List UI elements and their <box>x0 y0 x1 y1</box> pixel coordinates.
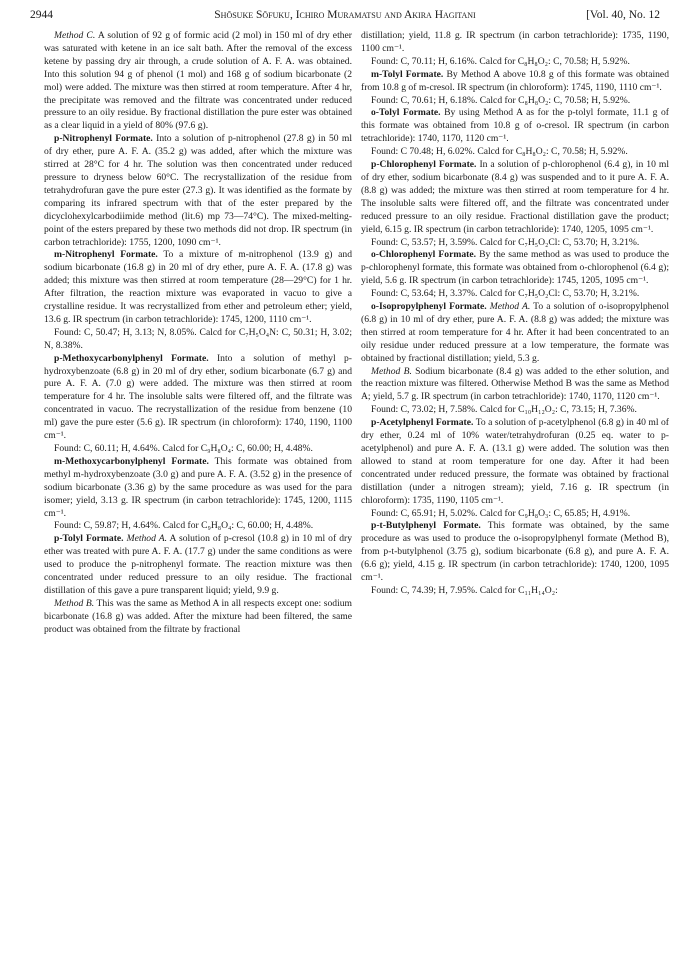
analysis-paragraph <box>361 237 669 250</box>
right-column <box>361 30 669 962</box>
analysis-paragraph <box>361 288 669 301</box>
page-header <box>30 4 660 26</box>
paragraph-text: Found: C, 53.64; H, 3.37%. Calcd for C₇H₅O₂Cl: C, 53.70; H, 3.21%. <box>371 288 640 300</box>
paragraph-text: Found: C, 59.87; H, 4.64%. Calcd for C₉H₈O₄: C, 60.00; H, 4.48%. <box>54 520 314 532</box>
paragraph-text: Into a solution of p-nitrophenol (27.8 g) in 50 ml of dry ether, pure A. F. A. (35.2 g) was added, after which the mixture was stirred at 28°C for 4 hr. The solution was then concentrated under reduced pressure to dryness below 60°C. The recrystallization of the residue from tetrahydrofuran gave the pure ester (27.3 g). It was identified as the formate by comparing its infrared spectrum with that of the ester prepared by the dicyclohexylcarbodiimide method (lit.6) mp 73—74°C). The mixed-melting-point of the esters prepared by these two methods did not drop. IR spectrum (in carbon tetrachloride): 1755, 1200, 1090 cm⁻¹. <box>44 133 352 248</box>
compound-heading: o-Isopropylphenyl Formate. <box>371 301 487 313</box>
compound-heading: p-Acetylphenyl Formate. <box>371 417 474 429</box>
compound-heading: p-Methoxycarbonylphenyl Formate. <box>54 352 209 364</box>
analysis-paragraph <box>361 95 669 108</box>
compound-heading: o-Tolyl Formate. <box>371 107 441 119</box>
paragraph-text: This was the same as Method A in all respects except one: sodium bicarbonate (16.8 g) was added. After the mixture had been filtered, the same product was obtained from the filtrate by fractional <box>44 597 352 635</box>
compound-heading: p-Nitrophenyl Formate. <box>54 133 153 145</box>
paragraph-text: Sodium bicarbonate (8.4 g) was added to the ether solution, and the reaction mixture was filtered. Otherwise Method B was the same as Method A; yield, 5.7 g. IR spectrum (in carbon tetrachloride): 1740, 1170, 1120 cm⁻¹. <box>361 365 669 403</box>
compound-heading: p-Chlorophenyl Formate. <box>371 159 477 171</box>
analysis-paragraph <box>361 146 669 159</box>
compound-paragraph <box>44 133 352 249</box>
paragraph-text: Found: C 70.48; H, 6.02%. Calcd for C₈H₈O₂: C, 70.58; H, 5.92%. <box>371 146 628 158</box>
compound-paragraph <box>361 301 669 366</box>
method-label: Method B. <box>371 365 412 377</box>
paragraph-text: This formate was obtained, by the same procedure as was used to produce the o-isopropylphenyl formate (Method B), from p-t-butylphenol (3.75 g), sodium bicarbonate (6.8 g), and pure A. F. A. (6.6 g); yield, 4.15 g. IR spectrum (in carbon tetrachloride): 1740, 1200, 1095 cm⁻¹. <box>361 520 669 584</box>
analysis-paragraph <box>361 404 669 417</box>
text-paragraph <box>361 366 669 405</box>
paragraph-text: Found: C, 73.02; H, 7.58%. Calcd for C₁₀H₁₂O₂: C, 73.15; H, 7.36%. <box>371 404 637 416</box>
compound-paragraph <box>44 353 352 443</box>
compound-heading: m-Methoxycarbonylphenyl Formate. <box>54 455 209 467</box>
paragraph-text: Found: C, 70.11; H, 6.16%. Calcd for C₈H₈O₂: C, 70.58; H, 5.92%. <box>371 55 630 67</box>
running-title: Shōsuke Sōfuku, Ichiro Muramatsu and Akira Hagitani <box>214 9 476 21</box>
paragraph-text: Found: C, 53.57; H, 3.59%. Calcd for C₇H₅O₂Cl: C, 53.70; H, 3.21%. <box>371 236 640 248</box>
compound-heading: p-Tolyl Formate. <box>54 533 124 545</box>
analysis-paragraph <box>361 56 669 69</box>
paragraph-text: Found: C, 60.11; H, 4.64%. Calcd for C₉H₈O₄: C, 60.00; H, 4.48%. <box>54 443 313 454</box>
analysis-paragraph <box>44 520 352 533</box>
paragraph-text: To a solution of o-isopropylphenol (6.8 g) in 10 ml of dry ether, pure A. F. A. (8.8 g) was added; the mixture was then stirred at room temperature for 4 hr. After it had been concentrated to an oily residue under reduced pressure at a low temperature, the formate was obtained by fractional distillation; yield, 5.3 g. <box>361 301 669 364</box>
analysis-paragraph <box>44 327 352 353</box>
paragraph-text: Into a solution of methyl p-hydroxybenzoate (6.8 g) in 20 ml of dry ether, sodium bicarbonate (6.7 g) and pure A. F. A. (7.0 g) were added. The mixture was then stirred at room temperature for 4 hr. The insoluble salts were filtered off, and the filtrate was concentrated in vacuo. The recrystallization of the residue from benzene (10 ml) gave the pure ester (5.6 g). IR spectrum (in chloroform): 1740, 1190, 1100 cm⁻¹. <box>44 352 352 442</box>
paragraph-text: A solution of p-cresol (10.8 g) in 10 ml of dry ether was treated with pure A. F. A. (17.7 g) under the same conditions as were used to produce the p-nitrophenyl formate. The reaction mixture was then concentrated under reduced pressure to an oily residue. The fractional distillation of this gave a pure transparent liquid; yield, 9.9 g. <box>44 533 352 596</box>
left-column <box>44 30 352 962</box>
text-paragraph <box>44 598 352 637</box>
compound-paragraph <box>361 417 669 507</box>
compound-paragraph <box>361 69 669 95</box>
compound-paragraph <box>44 249 352 326</box>
text-paragraph <box>361 30 669 56</box>
compound-paragraph <box>361 249 669 288</box>
method-label: Method A. <box>489 301 531 313</box>
paragraph-text: A solution of 92 g of formic acid (2 mol) in 150 ml of dry ether was saturated with ketene in an ice salt bath. After the removal of the excess ketene by passing dry air through, a crude solution of A. F. A. was obtained. Into this solution 94 g of phenol (1 mol) and 168 g of sodium bicarbonate (2 mol) were added. The mixture was then stirred at room temperature. After 4 hr, the precipitate was removed and the filtrate was concentrated under reduced pressure to an oily residue. By fractional distillation the pure ester was obtained as a clear liquid in a yield of 80% (97.6 g). <box>44 30 352 132</box>
paragraph-text: Found: C, 70.61; H, 6.18%. Calcd for C₈H₈O₂: C, 70.58; H, 5.92%. <box>371 94 631 106</box>
paragraph-text: Found: C, 65.91; H, 5.02%. Calcd for C₉H₈O₃: C, 65.85; H, 4.91%. <box>371 507 631 519</box>
method-label: Method B. <box>54 597 95 609</box>
compound-paragraph <box>44 533 352 598</box>
method-label: Method A. <box>126 533 168 545</box>
paragraph-text: By Method A above 10.8 g of this formate was obtained from 10.8 g of m-cresol. IR spectrum (in chloroform): 1745, 1190, 1110 cm⁻¹. <box>361 68 669 93</box>
paragraph-text: Found: C, 74.39; H, 7.95%. Calcd for C₁₁H₁₄O₂: <box>371 584 558 596</box>
analysis-paragraph <box>361 508 669 521</box>
compound-paragraph <box>361 159 669 236</box>
compound-paragraph <box>361 107 669 146</box>
paragraph-text: Found: C, 50.47; H, 3.13; N, 8.05%. Calcd for C₇H₅O₄N: C, 50.31; H, 3.02; N, 8.38%. <box>44 326 352 351</box>
text-paragraph <box>44 30 352 133</box>
paragraph-text: By the same method as was used to produce the p-chlorophenyl formate, this formate was obtained from o-chlorophenol (6.4 g); yield, 5.6 g. IR spectrum (in carbon tetrachloride): 1745, 1205, 1095 cm⁻¹. <box>361 249 669 287</box>
paragraph-text: To a solution of p-acetylphenol (6.8 g) in 40 ml of dry ether, 0.24 ml of 10% water/tetrahydrofuran (0.25 eq. water to p-acetylphenol) and pure A. F. A. (13.1 g) were added. The solution was then allowed to stand at room temperature for one day. After it had been concentrated under reduced pressure, the formate was obtained by fractional distillation (under a nitrogen stream); yield, 7.16 g. IR spectrum (in chloroform): 1735, 1190, 1105 cm⁻¹. <box>361 417 669 506</box>
compound-heading: m-Nitrophenyl Formate. <box>54 249 158 261</box>
paragraph-text: By using Method A as for the p-tolyl formate, 11.1 g of this formate was obtained from 10.8 g of o-cresol. IR spectrum (in carbon tetrachloride): 1740, 1170, 1120 cm⁻¹. <box>361 107 669 145</box>
page-number: 2944 <box>30 9 53 21</box>
compound-paragraph <box>44 456 352 521</box>
method-label: Method C. <box>54 30 96 41</box>
paragraph-text: To a mixture of m-nitrophenol (13.9 g) and sodium bicarbonate (16.8 g) in 20 ml of dry ether, pure A. F. A. (17.8 g) was added; this mixture was then stirred at room temperature (28—29°C) for 1 hr. After filtration, the reaction mixture was evaporated in vacuo to give a crystalline residue. It was recrystallized from ether and petroleum ether; yield, 13.6 g. IR spectrum (in carbon tetrachloride): 1745, 1200, 1110 cm⁻¹. <box>44 249 352 325</box>
volume-issue: [Vol. 40, No. 12 <box>586 9 660 21</box>
paragraph-text: In a solution of p-chlorophenol (6.4 g), in 10 ml of dry ether, sodium bicarbonate (8.4 g) was suspended and to it pure A. F. A. (8.8 g) was added; the mixture was then stirred at room temperature for 4 hr. The insoluble salts were filtered off, and the filtrate was concentrated under reduced pressure to an oily residue. Fractional distillation gave the product; yield, 6.15 g. IR spectrum (in carbon tetrachloride): 1740, 1205, 1095 cm⁻¹. <box>361 159 669 235</box>
compound-heading: o-Chlorophenyl Formate. <box>371 249 476 261</box>
paragraph-text: This formate was obtained from methyl m-hydroxybenzoate (3.0 g) and pure A. F. A. (3.52 g) in the presence of sodium bicarbonate (3.36 g) by the same procedure as was used for the para isomer; yield, 3.13 g. IR spectrum (in carbon tetrachloride): 1745, 1200, 1115 cm⁻¹. <box>44 455 352 519</box>
compound-heading: m-Tolyl Formate. <box>371 68 444 80</box>
analysis-paragraph <box>44 443 352 456</box>
analysis-paragraph <box>361 585 669 598</box>
compound-heading: p-t-Butylphenyl Formate. <box>371 520 481 532</box>
paragraph-text: distillation; yield, 11.8 g. IR spectrum (in carbon tetrachloride): 1735, 1190, 1100 cm⁻¹. <box>361 30 669 54</box>
compound-paragraph <box>361 520 669 585</box>
